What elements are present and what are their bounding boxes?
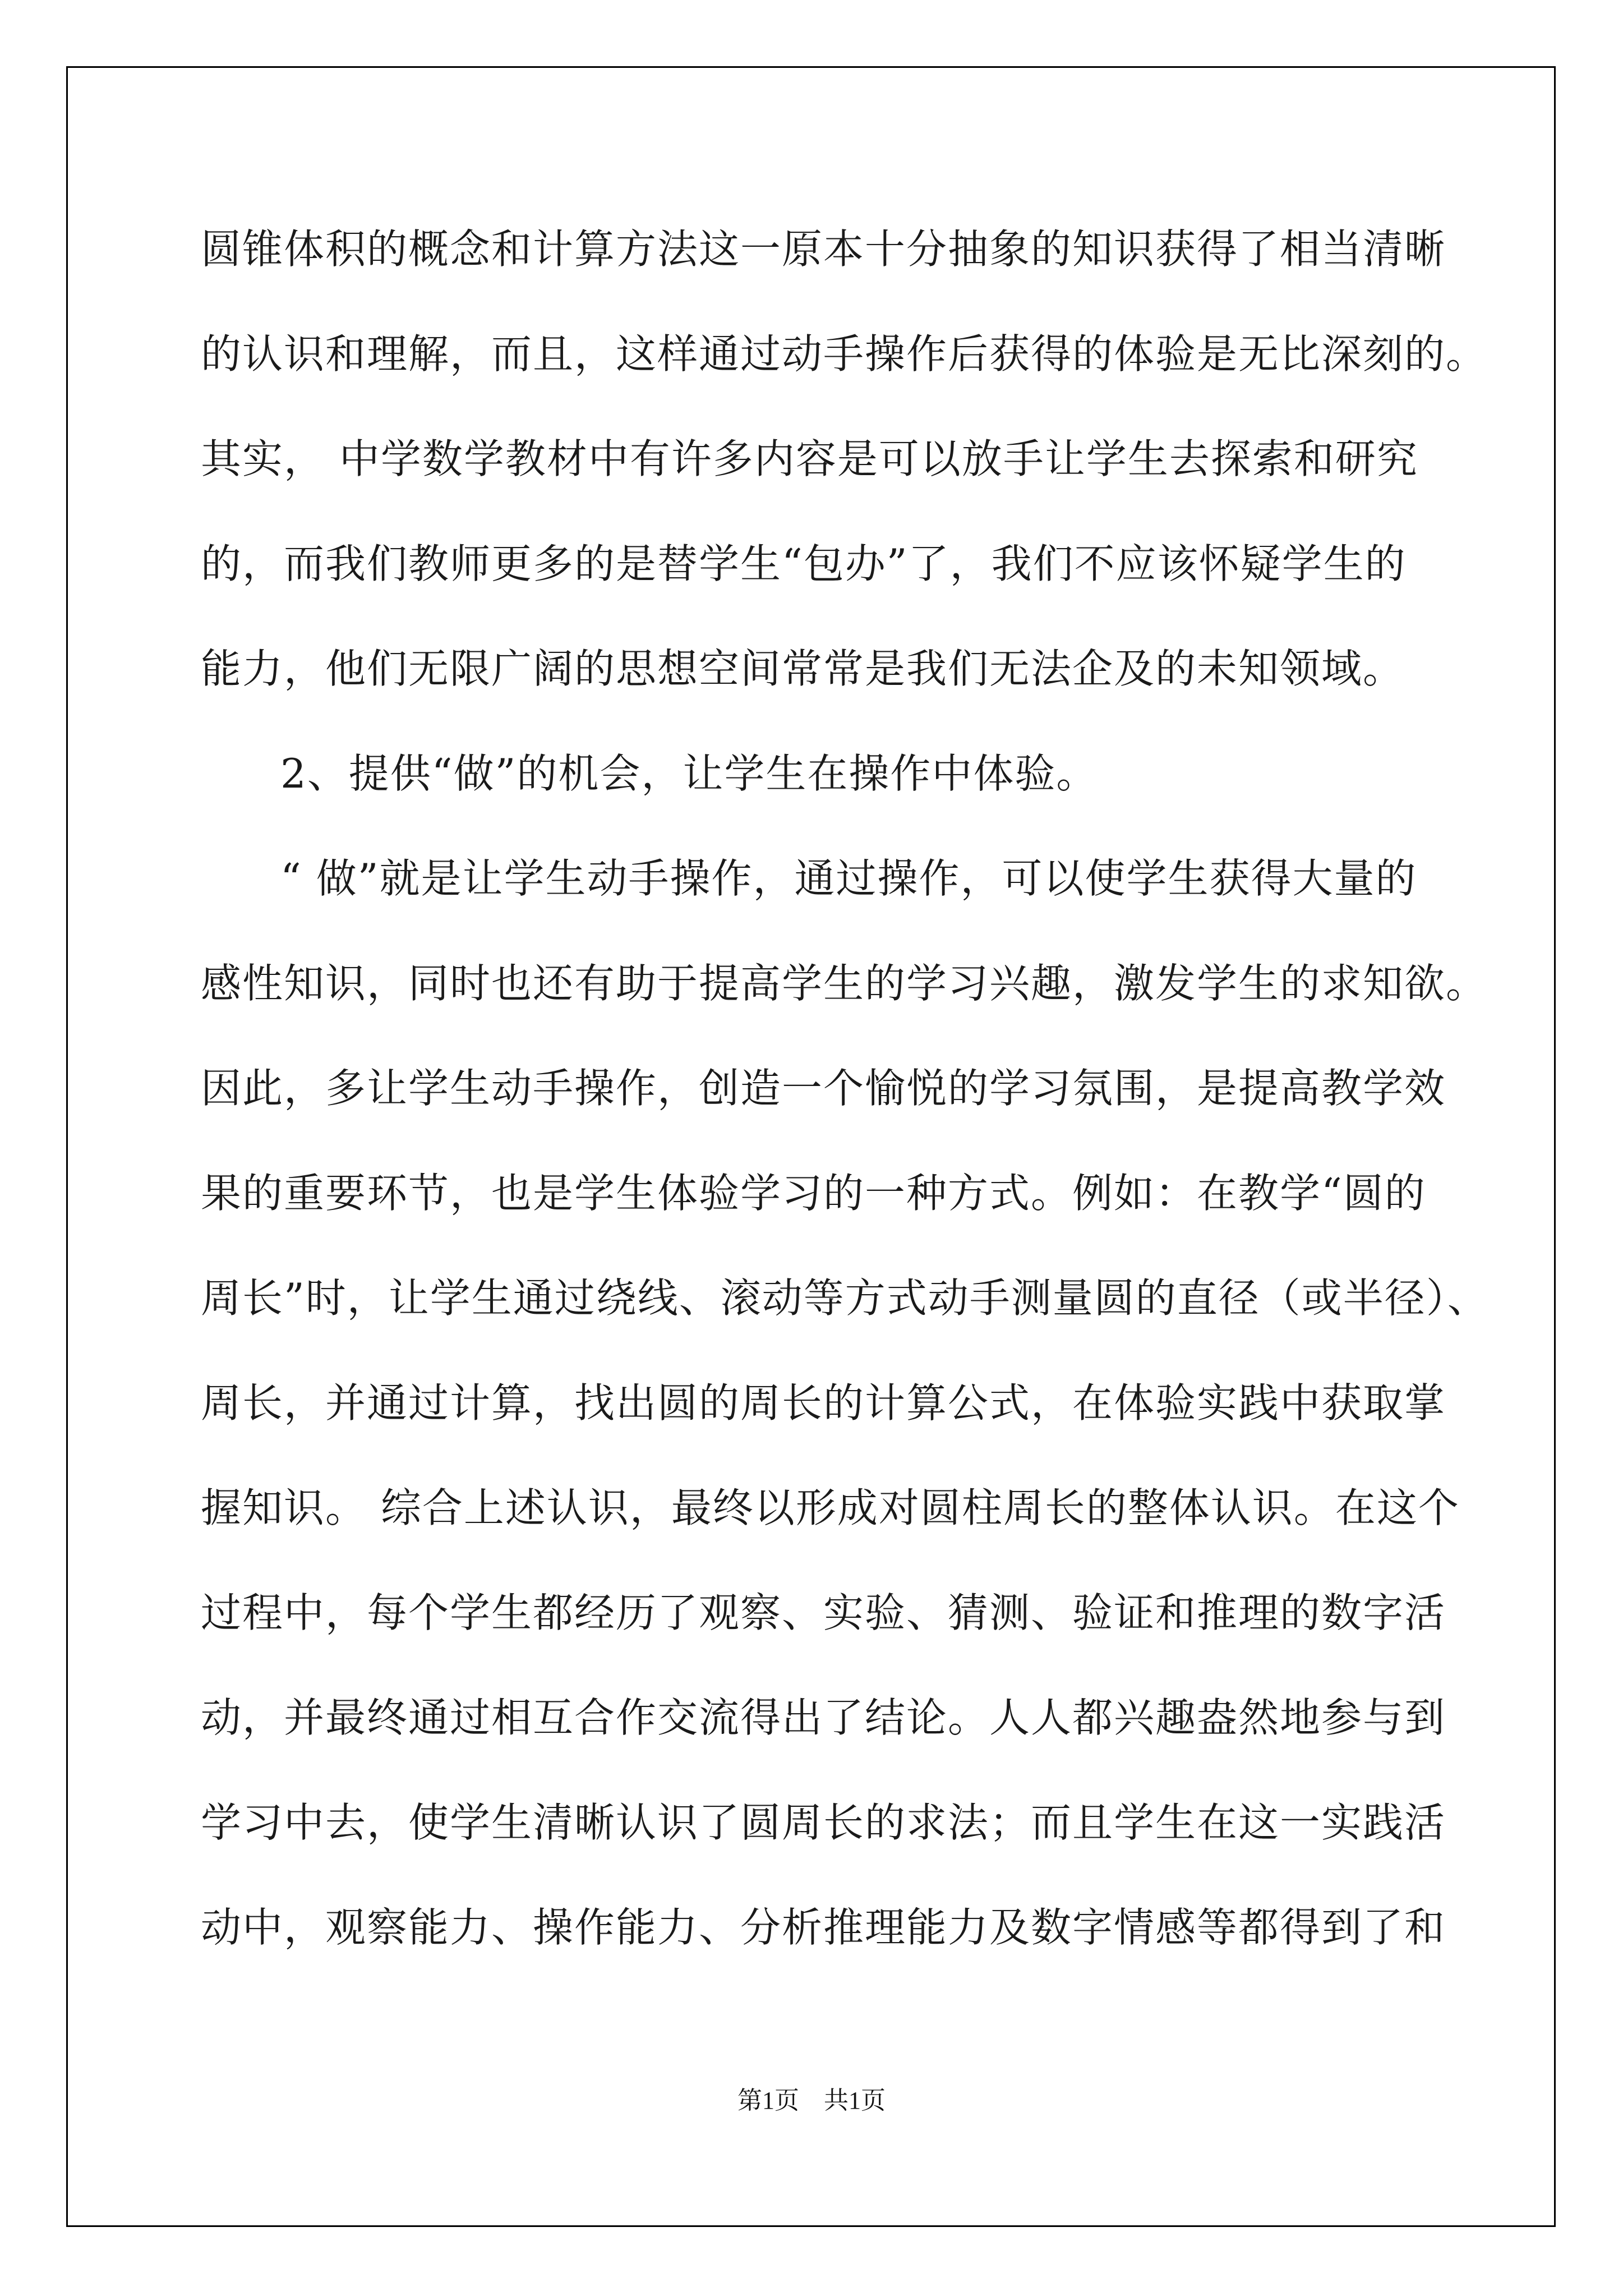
page-number-footer: 第1页 共1页	[737, 2087, 886, 2114]
text-line: 学习中去，使学生清晰认识了圆周长的求法；而且学生在这一实践活	[201, 1799, 1446, 1846]
text-line: 的认识和理解，而且，这样通过动手操作后获得的体验是无比深刻的。	[201, 330, 1488, 378]
text-line: 周长”时，让学生通过绕线、滚动等方式动手测量圆的直径（或半径）、	[201, 1274, 1489, 1322]
text-line: 的，而我们教师更多的是替学生“包办”了，我们不应该怀疑学生的	[201, 540, 1407, 587]
text-line: “ 做”就是让学生动手操作，通过操作，可以使学生获得大量的	[280, 855, 1417, 902]
text-line: 周长，并通过计算，找出圆的周长的计算公式，在体验实践中获取掌	[201, 1379, 1446, 1427]
section-heading: 2、提供“做”的机会，让学生在操作中体验。	[280, 750, 1098, 797]
text-line: 握知识。 综合上述认识，最终以形成对圆柱周长的整体认识。在这个	[201, 1484, 1460, 1531]
text-line: 感性知识，同时也还有助于提高学生的学习兴趣，激发学生的求知欲。	[201, 960, 1488, 1007]
text-line: 圆锥体积的概念和计算方法这一原本十分抽象的知识获得了相当清晰	[201, 226, 1446, 273]
text-line: 能力，他们无限广阔的思想空间常常是我们无法企及的未知领域。	[201, 645, 1405, 692]
text-line: 动，并最终通过相互合作交流得出了结论。人人都兴趣盎然地参与到	[201, 1694, 1446, 1741]
text-line: 果的重要环节，也是学生体验学习的一种方式。例如：在教学“圆的	[201, 1170, 1426, 1217]
text-line: 因此，多让学生动手操作，创造一个愉悦的学习氛围，是提高教学效	[201, 1065, 1446, 1112]
text-line: 过程中，每个学生都经历了观察、实验、猜测、验证和推理的数字活	[201, 1589, 1446, 1636]
text-line: 其实， 中学数学教材中有许多内容是可以放手让学生去探索和研究	[201, 435, 1418, 482]
text-line: 动中，观察能力、操作能力、分析推理能力及数字情感等都得到了和	[201, 1904, 1446, 1951]
